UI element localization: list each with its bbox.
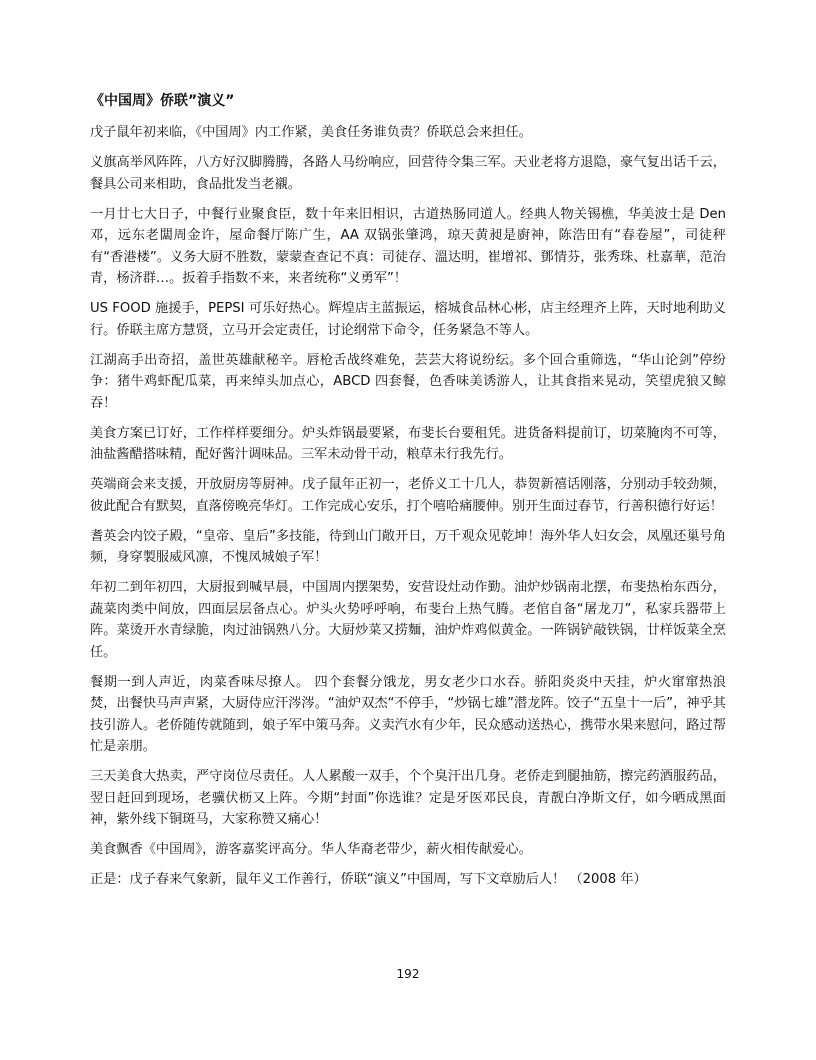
document-body (90, 90, 726, 899)
paragraph-8: 耆英会内饺子殿，“皇帝、皇后”多技能，待到山门敞开日，万千观众见乾坤！海外华人妇女会，凤凰还巢号角频，身穿製服威风凛，不愧凤城娘子军！ (90, 528, 726, 565)
paragraph-9: 年初二到年初四，大厨报到喊早晨，中国周内摆架势，安营设灶动作勤。油炉炒锅南北摆，布斐热枱东西分，蔬菜肉类中间放，四面层层备点心。炉头火势呼呼响，布斐台上热气腾。老倌自备“屠龙刀”，私家兵器带上阵。菜烫开水青绿脆，肉过油锅熟八分。大厨炒菜又捞麵，油炉炸鸡似黄金。一阵锅铲敲铁锅，廿样饭菜全烹任。 (90, 580, 726, 660)
page-number: 192 (396, 967, 420, 981)
paragraph-13: 正是：戊子春来气象新，鼠年义工作善行，侨联“演义”中国周，写下文章励后人！ （2008 年） (90, 872, 647, 887)
paragraph-5: 江湖高手出奇招，盖世英雄献秘辛。唇枪舌战终难免，芸芸大将说纷纭。多个回合重筛选，“华山论剑”停纷争：猪牛鸡虾配瓜菜，再来绰头加点心，ABCD 四套餐，色香味美诱游人，让其食指来晃动，笑望虎狼又鲸吞！ (90, 352, 726, 411)
paragraph-12: 美食飘香《中国周》，游客嘉奖评高分。华人华裔老带少，薪火相传献爱心。 (90, 842, 532, 857)
paragraph-4: US FOOD 施援手，PEPSI 可乐好热心。辉煌店主蓝振运，榕城食品林心彬，店主经理齐上阵，天时地利助义行。侨联主席方慧贤，立马开会定责任，讨论纲常下命令，任务紧急不等人。 (90, 301, 726, 338)
paragraph-1: 戊子鼠年初来临，《中国周》内工作紧，美食任务谁负责？侨联总会来担任。 (90, 125, 532, 140)
paragraph-3: 一月廿七大日子，中餐行业聚食臣，数十年来旧相识，古道热肠同道人。经典人物关锡樵，华美波士是 Den 邓，远东老闆周金许，屋命餐厅陈广生，AA 双锅张肇鸿，琼天黄昶是廚神，陈浩田有“春卷屋”，司徒秤有“香港楼”。义务大厨不胜数，蒙蒙查查记不真：司徒存、溫达明，崔增祁、鄧情芬，张秀珠、杜嘉華，范治青，杨济群…。扳着手指数不来，来者统称“义勇军”！ (90, 206, 726, 286)
paragraph-6: 美食方案已订好，工作样样要细分。炉头炸锅最要紧，布斐长台要租凭。进货备料提前订，切菜腌肉不可等，油盐酱醋搭味精，配好酱汁调味品。三军未动骨干动，粮草未行我先行。 (90, 425, 726, 462)
paragraph-7: 英端商会来支援，开放厨房等厨神。戊子鼠年正初一，老侨义工十几人，恭贺新禧话刚落，分别动手较劲频，彼此配合有默契，直落傍晚亮华灯。工作完成心安乐，打个嘻哈痛腰伸。别开生面过春节，行善积德行好运！ (90, 477, 726, 514)
paragraph-10: 餐期一到人声近，肉菜香味尽撩人。 四个套餐分饿龙，男女老少口水吞。骄阳炎炎中天挂，炉火窜窜热浪焚，出餐快马声声紧，大厨侍应汗涔涔。“油炉双杰“不停手，“炒锅七雄”潜龙阵。饺子“五皇十一后”，神乎其技引游人。老侨随传就随到，娘子军中策马奔。义卖汽水有少年，民众感动送热心，携带水果来慰问，路过帮忙是亲朋。 (90, 674, 726, 754)
paragraph-2: 义旗高举风阵阵，八方好汉脚腾腾，各路人马纷响应，回营待令集三军。天业老将方退隐，豪气复出话千云，餐具公司来相助，食品批发当老襯。 (90, 155, 726, 192)
paragraph-11: 三天美食大热卖，严守岗位尽责任。人人累酸一双手，个个臭汗出几身。老侨走到腿抽筋，擦完药酒服药品，翌日赶回到现场，老骥伏枥又上阵。今期“封面”你选谁？定是牙医邓民良，青靓白净斯文仔，如今晒成黑面神，紫外线下铜斑马，大家称赞又痛心！ (90, 769, 726, 827)
document-title: 《中国周》侨联”演义” (90, 93, 235, 109)
